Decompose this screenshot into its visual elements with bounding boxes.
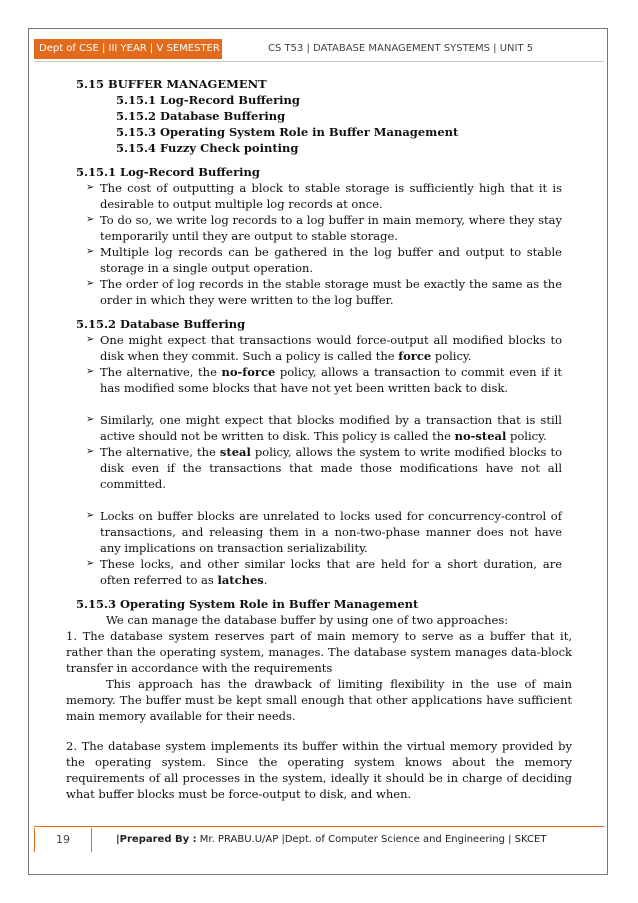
paragraph: 2. The database system implements its buffer within the virtual memory provided by the operating system. Since the operating system knows about the memory requirements of all processes in the system, ideally it should be in charge of deciding what buffer blocks must be force-output to disk, and when.	[66, 739, 572, 801]
paragraph: 1. The database system reserves part of main memory to serve as a buffer that it, rather than the operating system, manages. The database system manages data-block transfer in accordance with the requirements	[66, 629, 572, 675]
header-course: CS T53 | DATABASE MANAGEMENT SYSTEMS | UNIT 5	[268, 43, 534, 54]
table-of-contents	[76, 76, 562, 156]
toc-item: 5.15.1 Log-Record Buffering	[116, 93, 300, 107]
page-content	[66, 76, 572, 802]
list-item: ➢ The order of log records in the stable storage must be exactly the same as the order in which they were written to the log buffer.	[86, 277, 562, 307]
list-item: ➢ The alternative, the steal policy, allows the system to write modified blocks to disk even if the transactions that made those modifications have not all committed.	[86, 445, 563, 491]
paragraph: This approach has the drawback of limiting flexibility in the use of main memory. The buffer must be kept small enough that other applications have sufficient main memory available for their needs.	[66, 677, 572, 723]
list-item: ➢ One might expect that transactions would force-output all modified blocks to disk when they commit. Such a policy is called the force policy.	[86, 333, 562, 363]
arrow-bullet-icon: ➢	[86, 278, 95, 289]
page-number: 19	[34, 828, 92, 852]
toc-item: 5.15.4 Fuzzy Check pointing	[116, 141, 299, 155]
arrow-bullet-icon: ➢	[86, 414, 95, 425]
list-item: ➢ To do so, we write log records to a log buffer in main memory, where they stay temporarily until they are output to stable storage.	[86, 213, 562, 243]
list-item: ➢ The alternative, the no-force policy, allows a transaction to commit even if it has modified some blocks that have not yet been written back to disk.	[86, 365, 562, 395]
list-item: ➢ These locks, and other similar locks that are held for a short duration, are often referred to as latches.	[86, 557, 562, 587]
list-item: ➢ The cost of outputting a block to stable storage is sufficiently high that it is desirable to output multiple log records at once.	[86, 181, 562, 211]
arrow-bullet-icon: ➢	[86, 446, 95, 457]
arrow-bullet-icon: ➢	[86, 366, 95, 377]
footer-prepared-by: |Prepared By : Mr. PRABU.U/AP |Dept. of Computer Science and Engineering | SKCET	[116, 834, 547, 845]
paragraph: We can manage the database buffer by using one of two approaches:	[106, 613, 509, 627]
list-item: ➢ Locks on buffer blocks are unrelated to locks used for concurrency-control of transactions, and releasing them in a non-two-phase manner does not have any implications on transaction serializability.	[86, 509, 562, 555]
section-heading-os-role: 5.15.3 Operating System Role in Buffer Management	[76, 597, 419, 611]
arrow-bullet-icon: ➢	[86, 510, 95, 521]
list-item: ➢ Multiple log records can be gathered in the log buffer and output to stable storage in a single output operation.	[86, 245, 562, 275]
header-department: Dept of CSE | III YEAR | V SEMESTER	[34, 39, 222, 59]
toc-item: 5.15.3 Operating System Role in Buffer Management	[116, 125, 459, 139]
arrow-bullet-icon: ➢	[86, 334, 95, 345]
toc-item: 5.15.2 Database Buffering	[116, 109, 286, 123]
toc-section-title: 5.15 BUFFER MANAGEMENT	[76, 77, 267, 91]
arrow-bullet-icon: ➢	[86, 558, 95, 569]
arrow-bullet-icon: ➢	[86, 246, 95, 257]
footer-divider	[34, 826, 604, 827]
header-divider	[34, 61, 604, 62]
section-heading-database-buffering: 5.15.2 Database Buffering	[76, 317, 246, 331]
arrow-bullet-icon: ➢	[86, 214, 95, 225]
section-heading-log-record-buffering: 5.15.1 Log-Record Buffering	[76, 165, 260, 179]
list-item: ➢ Similarly, one might expect that blocks modified by a transaction that is still active should not be written to disk. This policy is called the no-steal policy.	[86, 413, 562, 443]
arrow-bullet-icon: ➢	[86, 182, 95, 193]
